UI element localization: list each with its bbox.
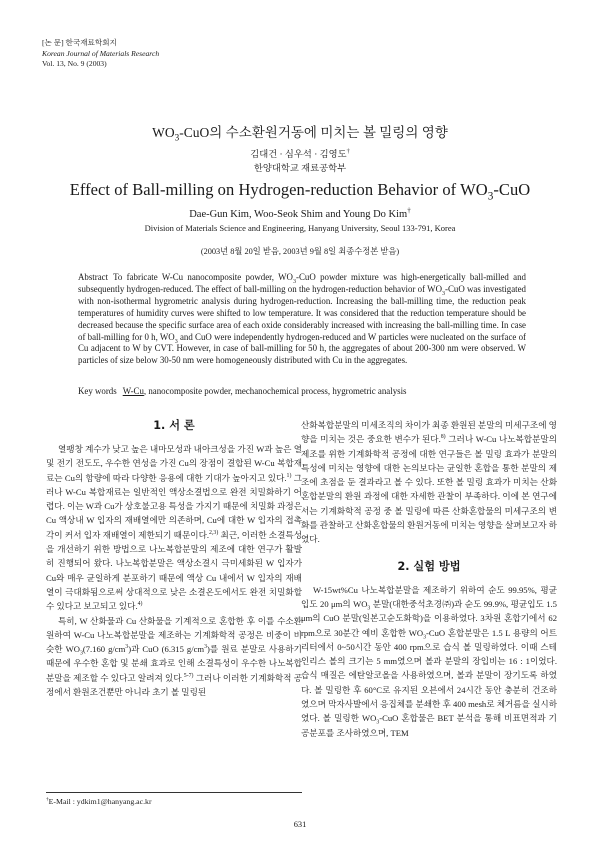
section-heading-methods: 2. 실험 방법 bbox=[397, 559, 461, 573]
keywords: Key words W-Cu, nanocomposite powder, mechanochemical process, hygrometric analysis bbox=[78, 386, 407, 396]
received-dates: (2003년 8월 20일 받음, 2003년 9월 8일 최종수정본 받음) bbox=[200, 247, 400, 256]
paragraph: 특히, W 산화물과 Cu 산화물을 기계적으로 혼합한 후 이를 수소환원하여 W-Cu 나노복합분말을 제조하는 기계화학적 공정은 비중이 비슷한 $WO_3(7.160$ $g/cm^3$)과 CuO (6.315 $g/cm^3$)를 원료 분말로 사용하기 때문에 우수한 혼합 및 분쇄 효과로 인해 소결특성이 우수한 나노복합분말을 제조할 수 있다고 알려져 있다.$^{5-7)}$ 그러나 이러한 기계화학적 공정에서 환원조건뿐만 아니라 초기 볼 밀링된 bbox=[46, 615, 302, 698]
journal-name-en: Korean Journal of Materials Research bbox=[42, 48, 160, 58]
keywords-label: Key words bbox=[78, 386, 117, 396]
paragraph: W-15wt%Cu 나노복합분말을 제조하기 위하여 순도 99.95%, 평균입도 20 μm의 $WO_3$ 분말(대한중석초경㈜)과 순도 99.9%, 평균입도 1.5 μm의 CuO 분말(일본고순도화학)을 이용하였다. 3차원 혼합기에서 62 rpm으로 30분간 예비 혼합한 $WO_3$-CuO 혼합분말은 1.5 L 용량의 어트리터에서 0~50시간 동안 400 rpm으로 습식 볼 밀링하였다. 이때 스테인리스 볼의 크기는 5 mm였으며 볼과 분말의 장입비는 16 : 1이었다. 습식 매질은 에탄알코올을 사용하였으며, 볼과 분말이 장기도록 하였다. 볼 밀링한 후 60°C로 유지된 오븐에서 24시간 동안 충분히 건조하였으며 막자사발에서 응집체를 분쇄한 후 400 mesh로 체거름을 실시하였다. 볼 밀링한 $WO_3$-CuO 혼합물은 BET 분석을 통해 비표면적과 기공분포를 조사하였으며, TEM bbox=[301, 584, 558, 738]
authors-korean: 김대건 · 심우석 · 김영도† bbox=[250, 147, 350, 160]
page-number: 631 bbox=[293, 820, 307, 829]
journal-name-ko: [논 문] 한국재료학회지 bbox=[42, 38, 117, 47]
journal-volume: Vol. 13, No. 9 (2003) bbox=[42, 59, 107, 68]
title-korean: $WO_3$-CuO의 수소환원거동에 미치는 볼 밀링의 영향 bbox=[152, 125, 448, 143]
paragraph: 열팽창 계수가 낮고 높은 내마모성과 내아크성을 가진 W과 높은 열 및 전기 전도도, 우수한 연성을 가진 Cu의 장점이 결합된 W-Cu 복합재료는 Cu의 함량에 따라 다양한 응용에 대한 기대가 높아지고 있다.$^{1)}$ 그러나 W-Cu 복합재료는 일반적인 액상소결법으로 완전 치밀화하기 어렵다. 이는 W과 Cu가 상호불고용 특성을 가지기 때문에 치밀화 과정은 Cu 액상내 W 입자의 재배열에만 의존하며, Cu에 대한 W 입자의 접촉각이 커서 입자 재배열이 제한되기 때문이다.$^{2,3)}$ 최근, 이러한 소결특성을 개선하기 위한 방법으로 나노복합분말의 제조에 대한 연구가 활발히 진행되어 왔다. 나노복합분말은 액상소결시 극미세화된 W 입자가 Cu와 매우 균일하게 분포하기 때문에 액상 Cu 내에서 W 입자의 재배열이 극대화됨으로써 상대적으로 낮은 소결온도에서도 완전 치밀화할 수 있다고 보고되고 있다.$^{4)}$ bbox=[46, 444, 303, 612]
title-english: Effect of Ball-milling on Hydrogen-reduction Behavior of $WO_3$-CuO bbox=[69, 180, 531, 203]
abstract: Abstract To fabricate W-Cu nanocomposite powder, $WO_3$-CuO powder mixture was high-energetically ball-milled and subsequently hydrogen-reduced. The effect of ball-milling on the hydrogen-reduction behavior of $WO_3$-CuO was investigated with non-isothermal hygrometric analysis during hydrogen-reduction. Increasing the ball-milling time, the reduction peak temperatures of humidity curves were shifted to low temperature. It was considered that the reduction temperature should be decreased because the specific surface area of each oxide considerably increased with increasing the ball-milling time. In case of ball-milling for 0 h, $WO_3$ and CuO were independently hydrogen-reduced and W particles were nucleated on the surface of Cu adjacent to W by CVT. However, in case of ball-milling for 50 h, the aggregates of about 200-300 nm were observed. W particles of size below 30-50 nm were homogeneously distributed with Cu in the aggregates. bbox=[78, 272, 526, 366]
body-column-right bbox=[301, 418, 557, 740]
affiliation-korean: 한양대학교 재료공학부 bbox=[253, 164, 347, 174]
section-heading-introduction: 1. 서 론 bbox=[153, 419, 195, 432]
body-column-left bbox=[46, 418, 302, 699]
footnote-email: †E-Mail : ydkim1@hanyang.ac.kr bbox=[46, 792, 302, 807]
abstract-label: Abstract bbox=[78, 272, 109, 282]
keyword-link[interactable]: W-Cu bbox=[122, 386, 144, 396]
journal-header bbox=[42, 38, 159, 70]
authors-english: Dae-Gun Kim, Woo-Seok Shim and Young Do Kim† bbox=[189, 206, 411, 220]
affiliation-english: Division of Materials Science and Engineering, Hanyang University, Seoul 133-791, Korea bbox=[144, 223, 456, 233]
paragraph: 산화복합분말의 미세조직의 차이가 최종 환원된 분말의 미세구조에 영향을 미치는 것은 중요한 변수가 된다.$^{8)}$ 그러나 W-Cu 나노복합분말의 제조를 위한 기계화학적 공정에 대한 연구들은 볼 밀링 효과가 분말의 특성에 미치는 영향에 대한 논의보다는 균일한 혼합을 통한 분말의 제조에 초점을 둔 결과라고 볼 수 있다. 또한 볼 밀링 효과가 미치는 산화혼합분말의 환원 과정에 대한 자세한 관찰이 부족하다. 이에 본 연구에서는 기계화학적 공정 중 볼 밀링에 따른 산화혼합물의 미세구조의 변화를 관찰하고 산화혼합물의 환원거동에 미치는 영향을 살펴보고자 하였다. bbox=[301, 420, 557, 545]
